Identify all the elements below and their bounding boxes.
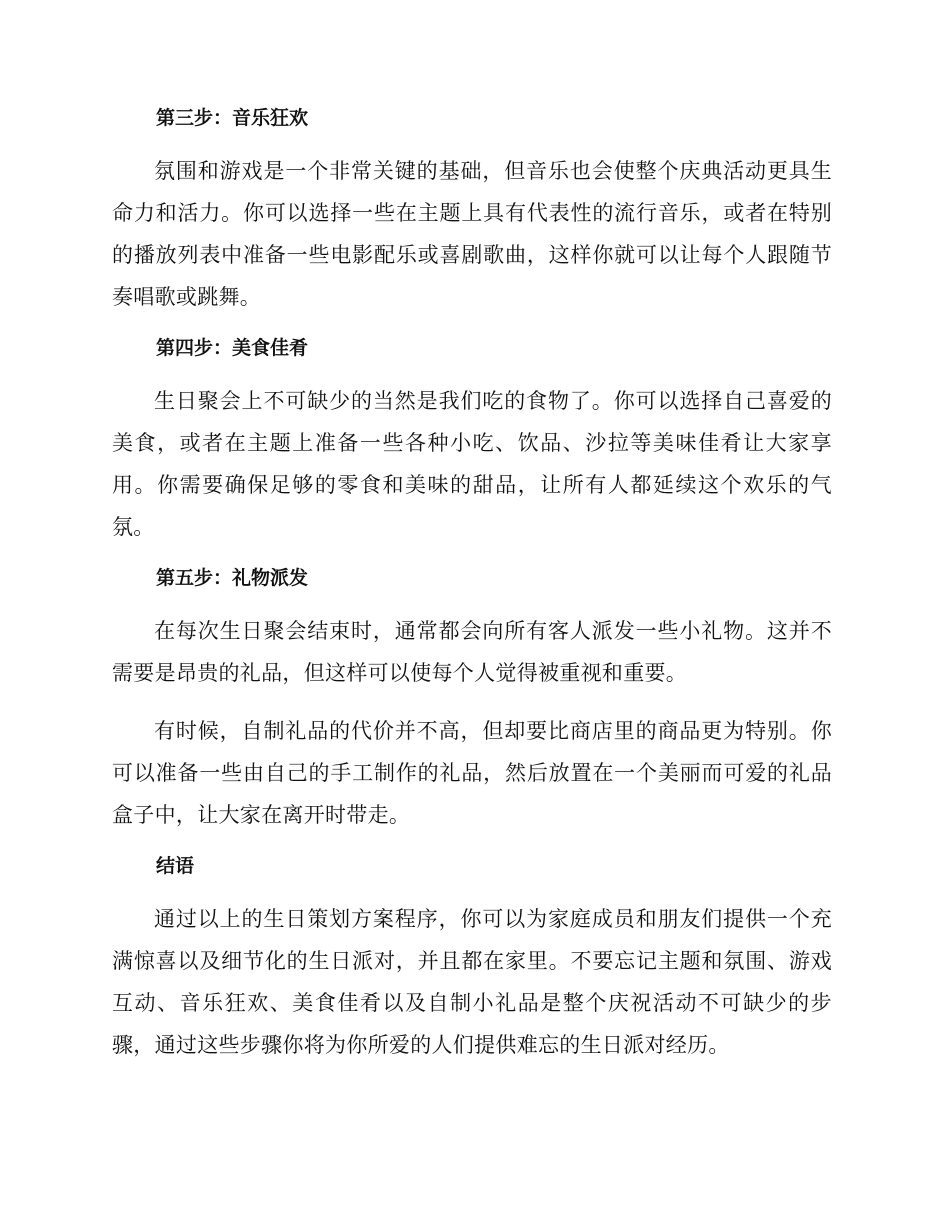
paragraph-music: 氛围和游戏是一个非常关键的基础，但音乐也会使整个庆典活动更具生命力和活力。你可以选择一些在主题上具有代表性的流行音乐，或者在特别的播放列表中准备一些电影配乐或喜剧歌曲，这样你就可以让每个人跟随节奏唱歌或跳舞。 bbox=[112, 159, 832, 309]
paragraph-conclusion: 通过以上的生日策划方案程序，你可以为家庭成员和朋友们提供一个充满惊喜以及细节化的生日派对，并且都在家里。不要忘记主题和氛围、游戏互动、音乐狂欢、美食佳肴以及自制小礼品是整个庆祝活动不可缺少的步骤，通过这些步骤你将为你所爱的人们提供难忘的生日派对经历。 bbox=[112, 907, 832, 1057]
section-heading-conclusion: 结语 bbox=[156, 855, 195, 877]
section-heading-step-four: 第四步：美食佳肴 bbox=[156, 337, 309, 359]
section-heading-step-five: 第五步：礼物派发 bbox=[156, 567, 309, 589]
paragraph-food: 生日聚会上不可缺少的当然是我们吃的食物了。你可以选择自己喜爱的美食，或者在主题上准备一些各种小吃、饮品、沙拉等美味佳肴让大家享用。你需要确保足够的零食和美味的甜品，让所有人都延续这个欢乐的气氛。 bbox=[112, 389, 832, 539]
paragraph-gifts-handmade: 有时候，自制礼品的代价并不高，但却要比商店里的商品更为特别。你可以准备一些由自己的手工制作的礼品，然后放置在一个美丽而可爱的礼品盒子中，让大家在离开时带走。 bbox=[112, 719, 832, 827]
document-page bbox=[112, 104, 832, 1082]
section-heading-step-three: 第三步：音乐狂欢 bbox=[156, 107, 309, 129]
paragraph-gifts-intro: 在每次生日聚会结束时，通常都会向所有客人派发一些小礼物。这并不需要是昂贵的礼品，但这样可以使每个人觉得被重视和重要。 bbox=[112, 619, 832, 685]
